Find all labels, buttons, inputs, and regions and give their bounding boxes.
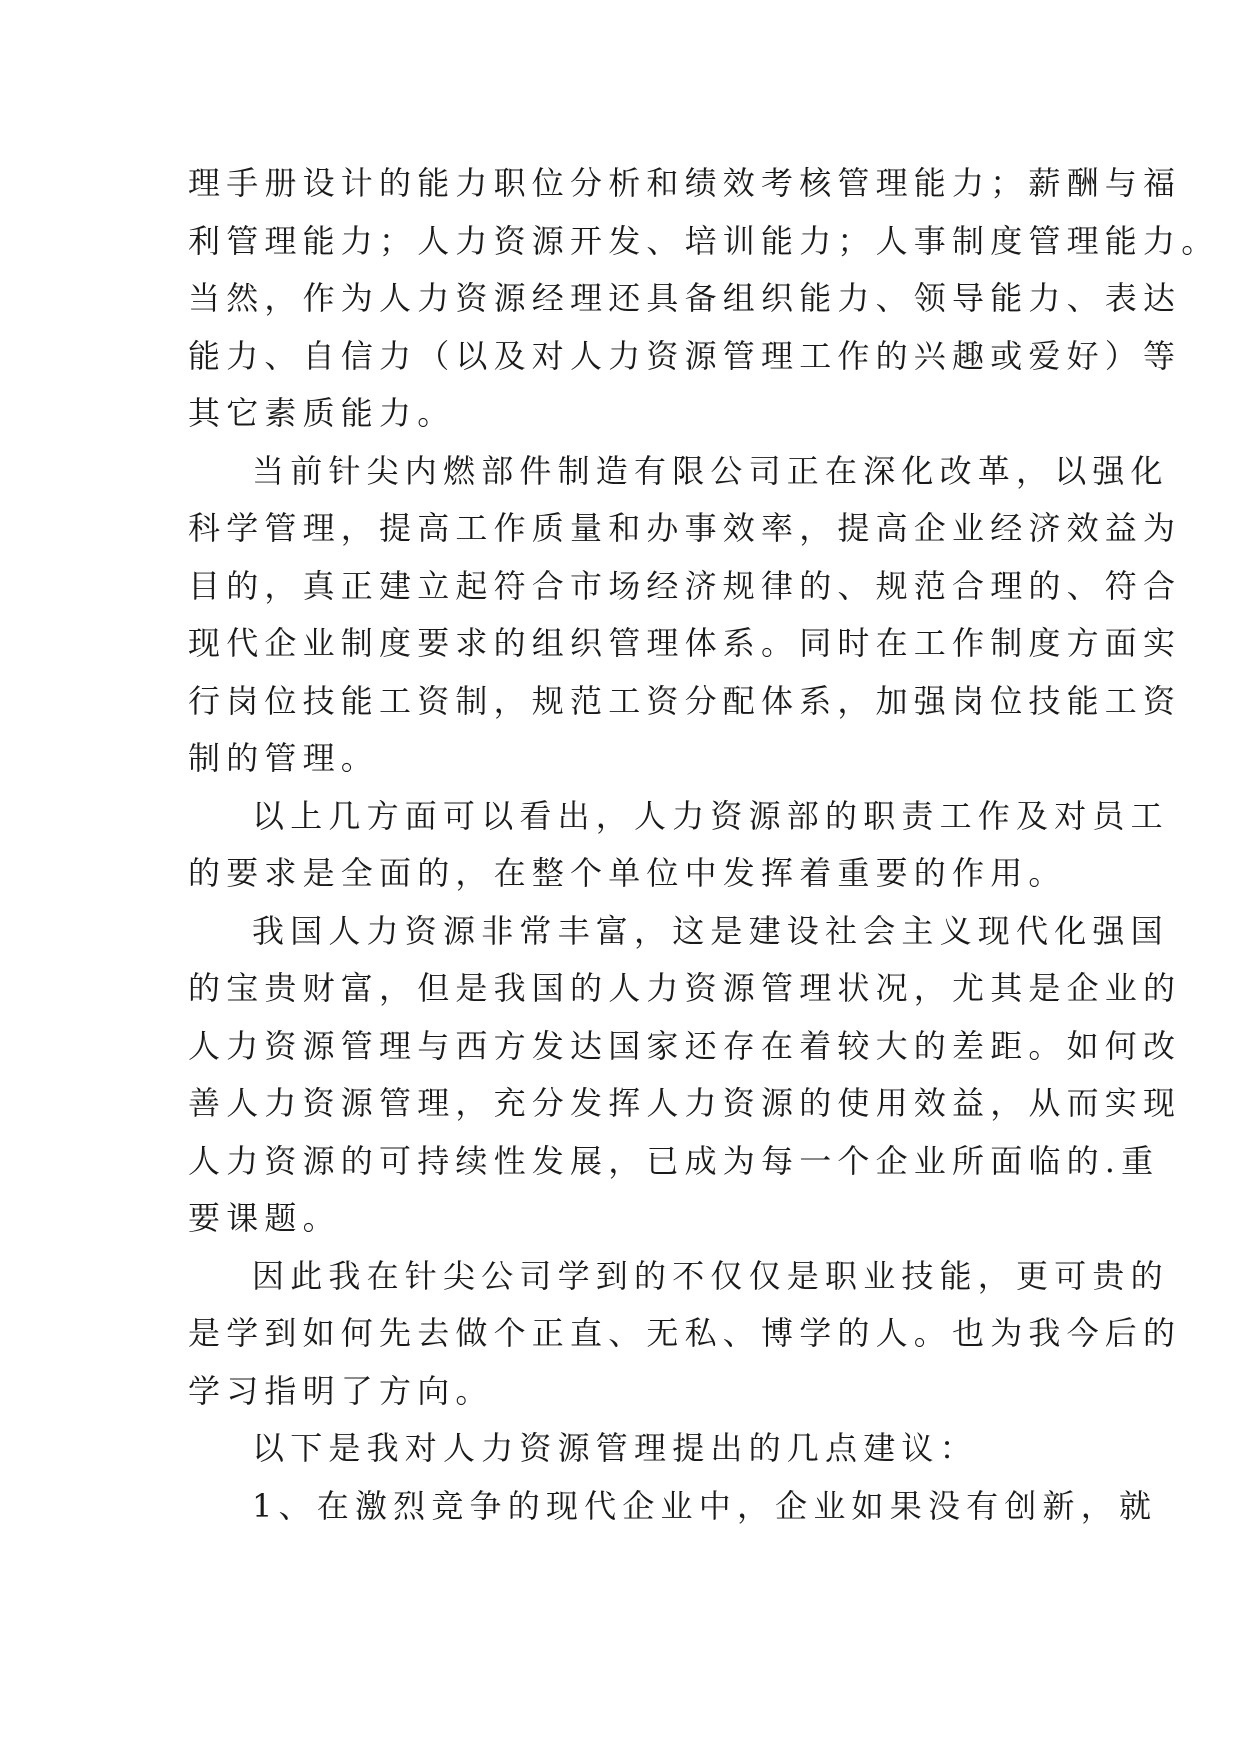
text-line: 理手册设计的能力职位分析和绩效考核管理能力；薪酬与福 bbox=[188, 164, 1182, 202]
text-line: 制的管理。 bbox=[188, 739, 380, 777]
text-line: 科学管理，提高工作质量和办事效率，提高企业经济效益为 bbox=[188, 509, 1182, 547]
text-line: 的宝贵财富，但是我国的人力资源管理状况，尤其是企业的 bbox=[188, 969, 1182, 1007]
text-line: 善人力资源管理，充分发挥人力资源的使用效益，从而实现 bbox=[188, 1084, 1182, 1122]
text-line: 行岗位技能工资制，规范工资分配体系，加强岗位技能工资 bbox=[188, 681, 1182, 720]
text-line: 因此我在针尖公司学到的不仅仅是职业技能，更可贵的 bbox=[252, 1256, 1169, 1295]
text-line: 当然，作为人力资源经理还具备组织能力、领导能力、表达 bbox=[188, 279, 1182, 317]
text-line: 以下是我对人力资源管理提出的几点建议： bbox=[252, 1429, 978, 1467]
text-line: 能力、自信力（以及对人力资源管理工作的兴趣或爱好）等 bbox=[188, 336, 1182, 375]
text-line: 1、在激烈竞争的现代企业中，企业如果没有创新，就 bbox=[252, 1486, 1158, 1525]
text-line: 其它素质能力。 bbox=[188, 394, 456, 432]
text-line: 要课题。 bbox=[188, 1199, 341, 1237]
text-line: 的要求是全面的，在整个单位中发挥着重要的作用。 bbox=[188, 854, 1067, 892]
text-line: 目的，真正建立起符合市场经济规律的、规范合理的、符合 bbox=[188, 566, 1182, 605]
text-line: 利管理能力；人力资源开发、培训能力；人事制度管理能力。 bbox=[188, 221, 1220, 260]
text-line: 学习指明了方向。 bbox=[188, 1371, 494, 1410]
text-line: 以上几方面可以看出，人力资源部的职责工作及对员工 bbox=[252, 796, 1169, 835]
text-line: 是学到如何先去做个正直、无私、博学的人。也为我今后的 bbox=[188, 1314, 1182, 1352]
text-line: 人力资源的可持续性发展，已成为每一个企业所面临的.重 bbox=[188, 1141, 1160, 1180]
text-line: 人力资源管理与西方发达国家还存在着较大的差距。如何改 bbox=[188, 1026, 1182, 1065]
text-line: 我国人力资源非常丰富，这是建设社会主义现代化强国 bbox=[252, 911, 1169, 950]
body-text bbox=[188, 155, 1220, 1535]
text-line: 现代企业制度要求的组织管理体系。同时在工作制度方面实 bbox=[188, 624, 1182, 662]
text-line: 当前针尖内燃部件制造有限公司正在深化改革，以强化 bbox=[252, 451, 1169, 490]
